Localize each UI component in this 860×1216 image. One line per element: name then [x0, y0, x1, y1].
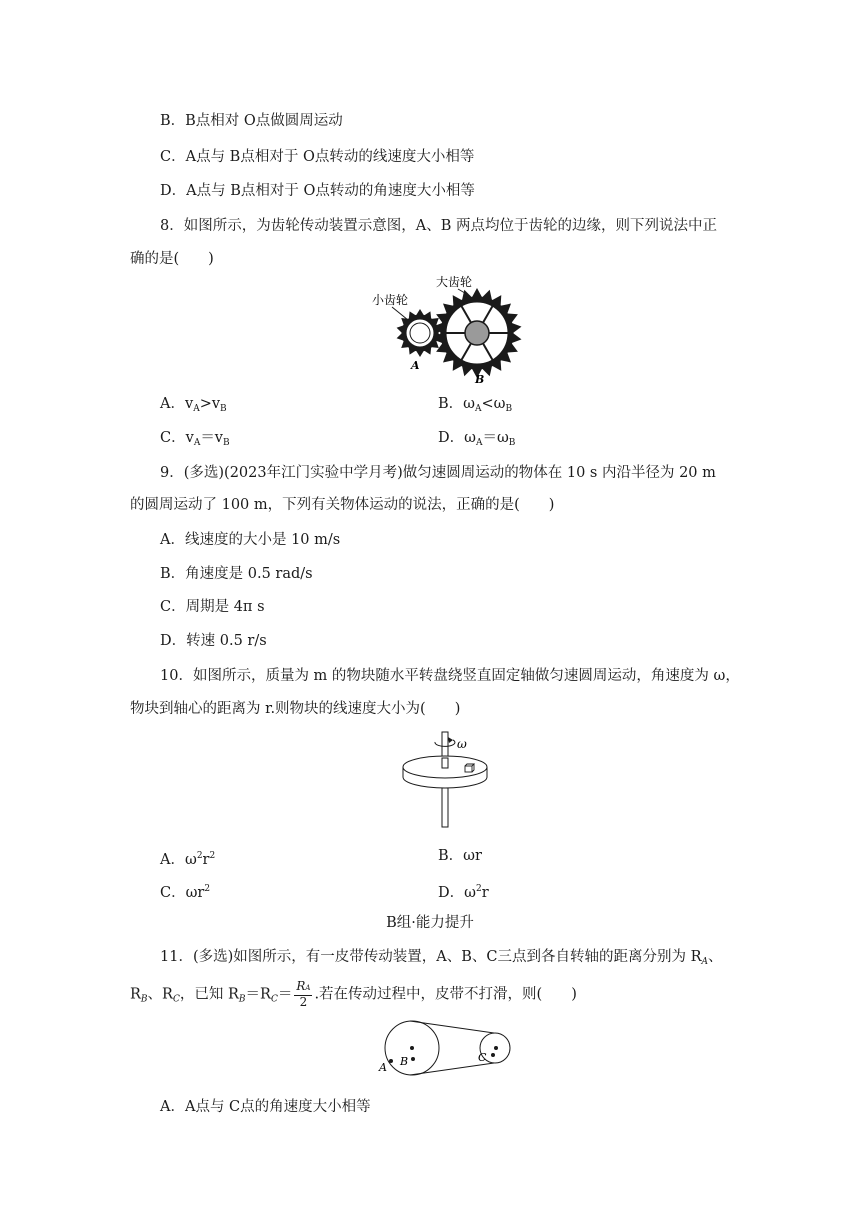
q9-stem-line1: 9．(多选)(2023年江门实验中学月考)做匀速圆周运动的物体在 10 s 内沿半径为 20 m	[160, 465, 716, 481]
axis-small	[494, 1046, 498, 1050]
q10-stem-line1: 10．如图所示，质量为 m 的物块随水平转盘绕竖直固定轴做匀速圆周运动，角速度为 ω，	[160, 668, 740, 684]
q9-option-c: C．周期是 4π s	[160, 599, 265, 615]
q8-stem-line2: 确的是( )	[130, 251, 214, 267]
big-gear	[433, 288, 522, 378]
big-gear-label: 大齿轮	[436, 275, 473, 289]
q11-stem-line2: $R_B$、$R_C$，已知 $R_B=R_C=$ $\frac{RA}{2}$ .若在传动过程中，皮带不打滑，则( )	[130, 979, 577, 1009]
q7-option-c: C．A点与 B点相对于 O点转动的线速度大小相等	[160, 149, 475, 165]
q7-option-d: D．A点与 B点相对于 O点转动的角速度大小相等	[160, 183, 475, 199]
point-a	[389, 1059, 393, 1063]
turntable-diagram	[395, 730, 505, 830]
q9-option-b: B．角速度是 0.5 rad/s	[160, 566, 313, 582]
q8-stem-line1: 8．如图所示，为齿轮传动装置示意图，A、B 两点均位于齿轮的边缘，则下列说法中正	[160, 218, 717, 234]
gear-diagram	[370, 272, 530, 387]
q8-option-d: D．$\omega_A=\omega_B$	[438, 430, 516, 448]
small-gear-hub	[410, 323, 430, 343]
q10-stem-line2: 物块到轴心的距离为 r.则物块的线速度大小为( )	[130, 701, 461, 717]
point-a-label: A	[379, 1061, 387, 1074]
point-b-label: B	[475, 373, 485, 386]
q10-option-c: C．$\omega r^2$	[160, 884, 211, 901]
q10-option-a: A．$\omega^2r^2$	[160, 851, 216, 868]
point-b-label: B	[400, 1055, 409, 1068]
q8-option-a: A．$v_A>v_B$	[160, 396, 227, 414]
point-c	[491, 1053, 495, 1057]
point-a-label: A	[411, 359, 420, 372]
axle-bottom	[442, 788, 448, 827]
point-b	[411, 1057, 415, 1061]
q9-stem-line2: 的圆周运动了 100 m，下列有关物体运动的说法，正确的是( )	[130, 497, 555, 513]
q11-stem-line1: 11．(多选)如图所示，有一皮带传动装置，A、B、C三点到各自转轴的距离分别为 $R_A$、	[160, 949, 723, 967]
q7-option-b: B．B点相对 O点做圆周运动	[160, 113, 343, 129]
q8-option-b: B．$\omega_A<\omega_B$	[438, 396, 513, 414]
q11-option-a: A．A点与 C点的角速度大小相等	[160, 1099, 371, 1115]
point-c-label: C	[478, 1051, 487, 1064]
small-gear-label: 小齿轮	[372, 293, 409, 307]
big-gear-hub	[465, 321, 489, 345]
belt-pulley-diagram	[374, 1020, 519, 1080]
omega-label: ω	[457, 737, 467, 751]
q9-option-a: A．线速度的大小是 10 m/s	[160, 532, 341, 548]
fraction: $\frac{RA}{2}$	[296, 979, 311, 1009]
q9-option-d: D．转速 0.5 r/s	[160, 633, 267, 649]
section-heading: B组·能力提升	[386, 915, 474, 931]
q10-option-d: D．$\omega^2r$	[438, 884, 489, 901]
q10-option-b: B．ωr	[438, 848, 482, 864]
q8-option-c: C．$v_A=v_B$	[160, 430, 230, 448]
axis-large	[410, 1046, 414, 1050]
